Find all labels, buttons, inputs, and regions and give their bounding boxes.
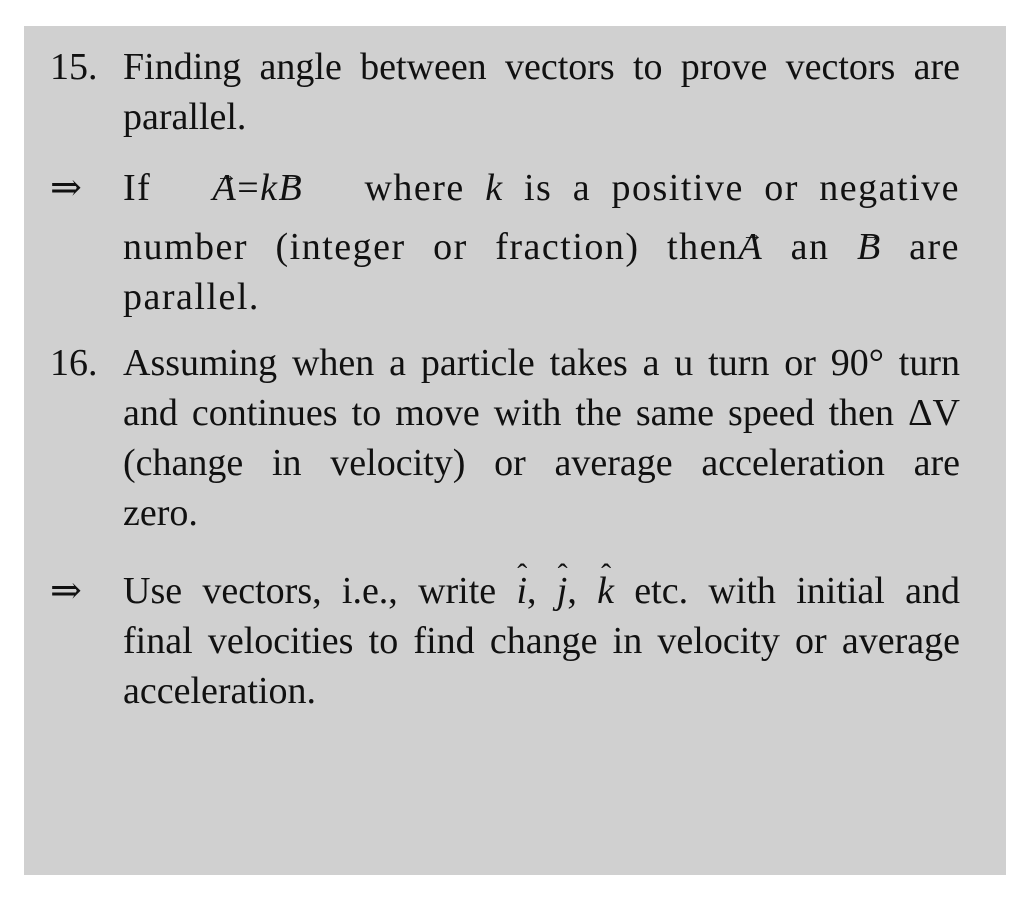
item-number: 16.: [50, 342, 98, 384]
text-line: [123, 222, 960, 272]
text-line: Assuming when a particle takes a u turn or 90° turn: [123, 342, 960, 384]
comma: ,: [567, 570, 577, 612]
scalar-k: k: [260, 167, 279, 209]
text-line: final velocities to find change in velocity or average: [123, 620, 960, 662]
text-fragment: Use vectors, i.e., write: [123, 570, 497, 612]
text-fragment: number (integer or fraction) then: [123, 226, 739, 268]
text-line: parallel.: [123, 276, 260, 318]
text-line: and continues to move with the same speed then ΔV: [123, 392, 960, 434]
text-fragment: where: [364, 167, 465, 209]
text-fragment: is a positive or negative: [524, 167, 961, 209]
text-line: zero.: [123, 492, 198, 534]
text-fragment: etc. with initial and: [634, 570, 960, 612]
comma: ,: [527, 570, 537, 612]
text-line: parallel.: [123, 96, 247, 138]
equals-sign: =: [237, 167, 261, 209]
text-line: (change in velocity) or average acceleration are: [123, 442, 960, 484]
implies-arrow-icon: ⇒: [50, 167, 84, 209]
vector-a: → A: [738, 222, 763, 272]
text-line: acceleration.: [123, 670, 317, 712]
text-line: [123, 566, 960, 616]
text-fragment: are: [909, 226, 960, 268]
unit-vector-j: ˆ j: [557, 566, 568, 616]
item-text: [123, 42, 960, 142]
vector-b: → B: [857, 222, 882, 272]
text-fragment: an: [790, 226, 830, 268]
vector-b: → B: [279, 163, 304, 213]
implies-arrow-icon: ⇒: [50, 570, 82, 612]
item-text: [123, 163, 960, 322]
notes-panel: [24, 26, 1006, 875]
text-line: [123, 163, 960, 213]
unit-vector-k: ˆ k: [597, 566, 614, 616]
text-line: Finding angle between vectors to prove vectors are: [123, 46, 960, 88]
item-number: 15.: [50, 46, 98, 88]
vector-a: → A: [213, 163, 238, 213]
text-fragment: If: [123, 167, 152, 209]
item-text: [123, 338, 960, 538]
scalar-k: k: [485, 167, 504, 209]
unit-vector-i: ˆ i: [516, 566, 527, 616]
item-text: [123, 566, 960, 716]
